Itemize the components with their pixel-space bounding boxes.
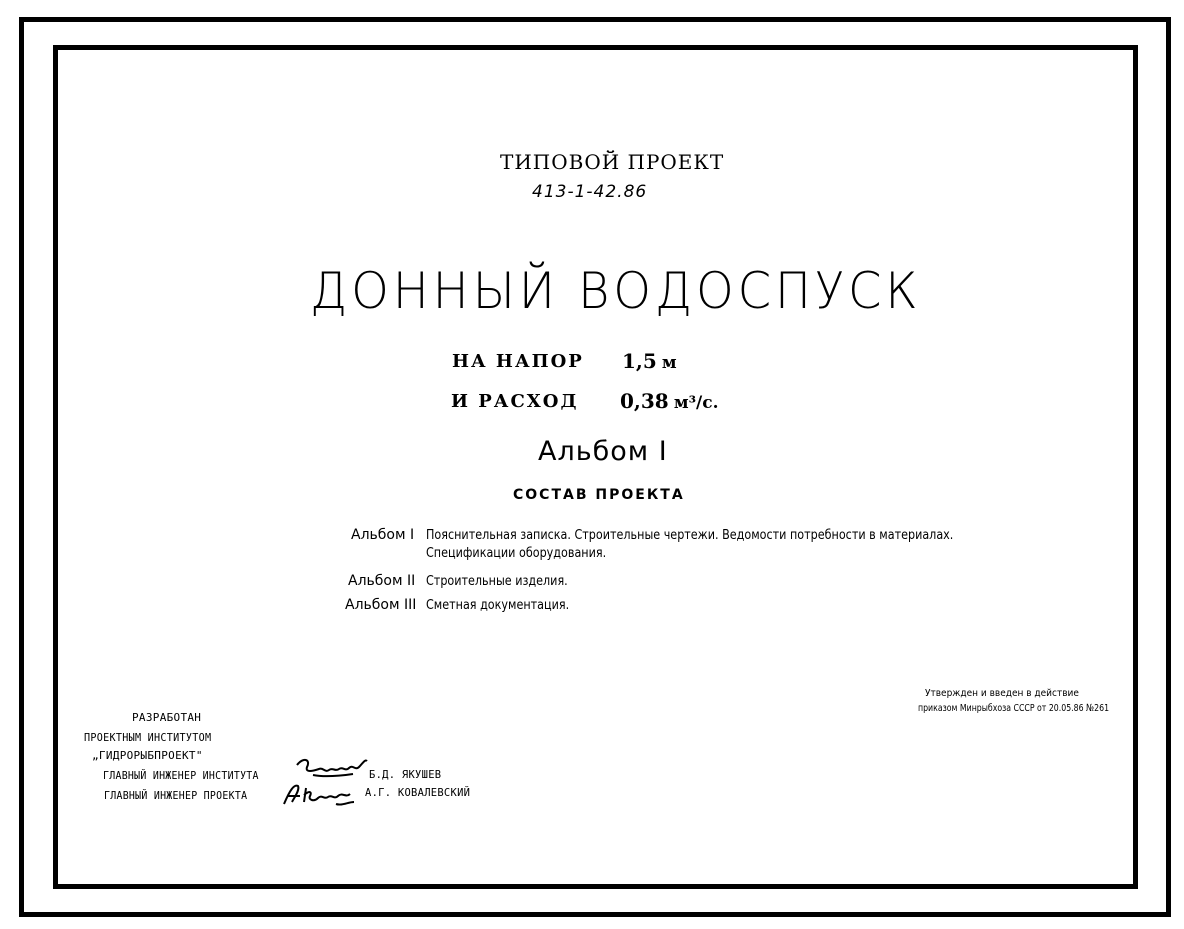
project-code: 413-1-42.86: [532, 182, 648, 202]
developed-institute-line: ПРОЕКТНЫМ ИНСТИТУТОМ: [84, 731, 212, 744]
head-label: НА НАПОР: [452, 351, 584, 372]
signature-yakushev: [293, 755, 371, 783]
signatory-name: Б.Д. ЯКУШЕВ: [369, 768, 442, 781]
flow-value-group: [620, 389, 719, 413]
institute-name: „ГИДРОРЫБПРОЕКТ": [92, 749, 203, 762]
flow-value: 0,38: [620, 389, 669, 413]
composition-item-text: Сметная документация.: [426, 598, 570, 613]
composition-album-label: Альбом II: [348, 573, 416, 589]
signatory-name: А.Г. КОВАЛЕВСКИЙ: [365, 786, 471, 799]
composition-item-text-continued: Спецификации оборудования.: [426, 546, 607, 561]
composition-item-text: Пояснительная записка. Строительные чертежи. Ведомости потребности в материалах.: [426, 528, 954, 543]
project-type-label: ТИПОВОЙ ПРОЕКТ: [500, 150, 725, 174]
developed-by-label: РАЗРАБОТАН: [132, 711, 202, 724]
composition-item-text: Строительные изделия.: [426, 574, 568, 589]
composition-album-label: Альбом III: [345, 597, 417, 613]
signature-kovalevsky: [280, 780, 360, 810]
album-heading: Альбом I: [538, 436, 668, 467]
document-title: ДОННЫЙ ВОДОСПУСК: [310, 262, 922, 320]
head-unit: м: [661, 353, 677, 373]
flow-unit: м³/с.: [673, 393, 719, 413]
signatory-role: ГЛАВНЫЙ ИНЖЕНЕР ПРОЕКТА: [104, 789, 248, 802]
approval-line-2: приказом Минрыбхоза СССР от 20.05.86 №261: [918, 703, 1110, 714]
composition-album-label: Альбом I: [351, 527, 415, 543]
approval-line-1: Утвержден и введен в действие: [925, 688, 1079, 699]
head-value: 1,5: [622, 349, 657, 373]
head-value-group: [622, 349, 677, 373]
signatory-role: ГЛАВНЫЙ ИНЖЕНЕР ИНСТИТУТА: [103, 769, 259, 782]
composition-heading: СОСТАВ ПРОЕКТА: [513, 487, 685, 503]
flow-label: И РАСХОД: [451, 391, 579, 412]
